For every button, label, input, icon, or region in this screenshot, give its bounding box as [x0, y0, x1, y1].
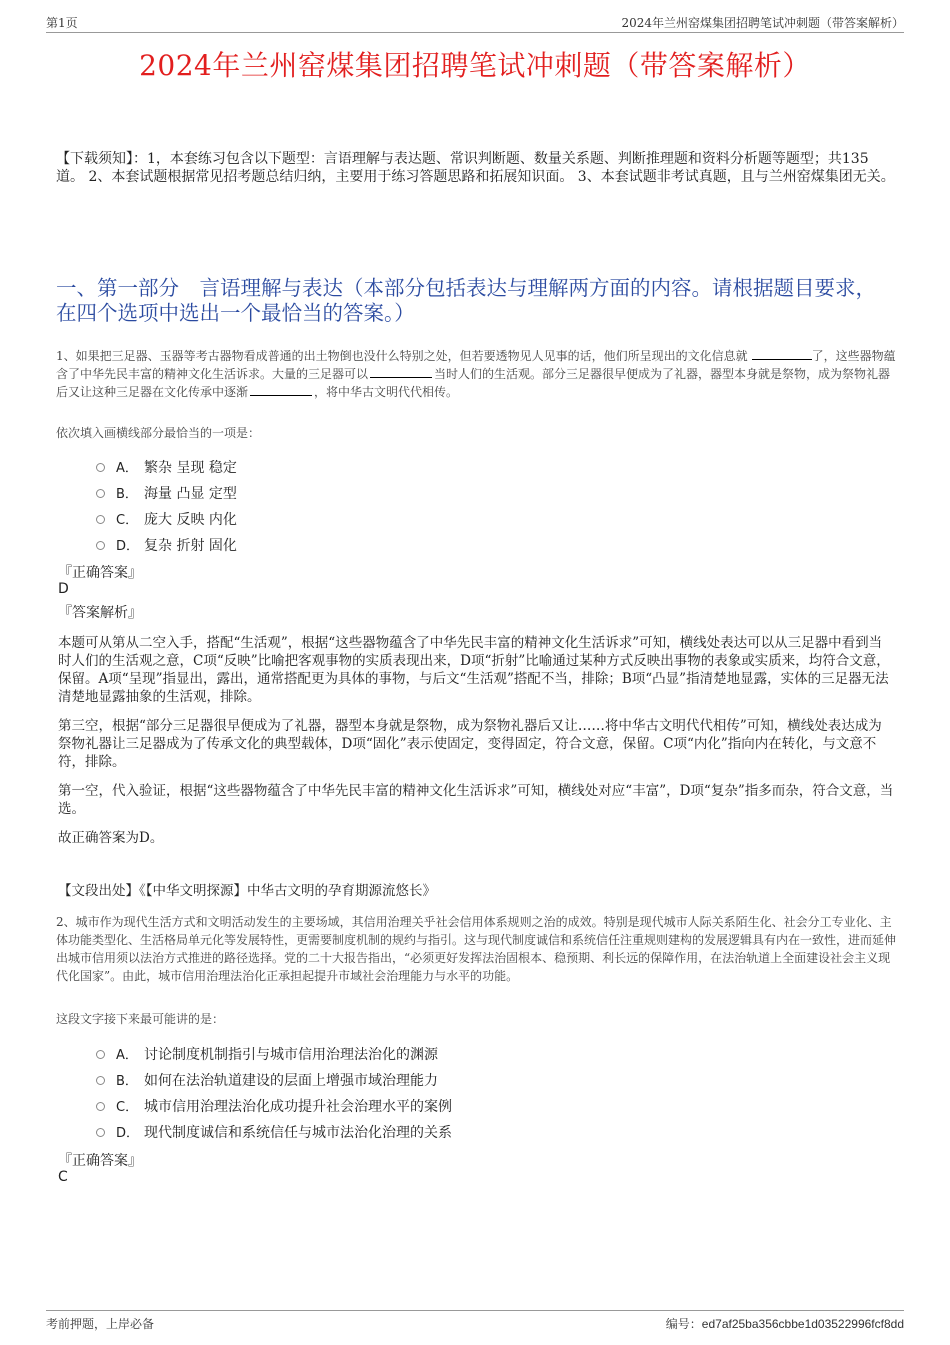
q1-analysis [58, 634, 894, 858]
footer-code-value: ed7af25ba356cbbe1d03522996fcf8dd [701, 1317, 904, 1331]
q1-answer: D [58, 581, 69, 597]
q1-blank-2 [370, 365, 432, 378]
radio-icon[interactable] [96, 1102, 105, 1111]
analysis-paragraph: 第一空，代入验证，根据“这些器物蕴含了中华先民丰富的精神文化生活诉求”可知，横线处对应“丰富”，D项“复杂”指多而杂，符合文意，当选。 [58, 783, 894, 817]
analysis-paragraph: 第三空，根据“部分三足器很早便成为了礼器，器型本身就是祭物，成为祭物礼器后又让……将中华古文明代代相传”可知，横线处表达成为祭物礼器让三足器成为了传承文化的典型载体，D项“固化”表示使固定，变得固定，符合文意，保留。C项“内化”指向内在转化，与文意不符，排除。 [58, 718, 882, 770]
q1-prompt: 依次填入画横线部分最恰当的一项是： [56, 426, 261, 440]
q1-source: 【文段出处】《【中华文明探源】中华古文明的孕育期源流悠长》 [58, 883, 436, 899]
footer-code-label: 编号： [665, 1317, 702, 1331]
q1-analysis-label: 『答案解析』 [58, 605, 142, 621]
option-letter: D． [116, 539, 140, 554]
q1-answer-label: 『正确答案』 [58, 565, 142, 581]
page-footer [46, 1310, 904, 1333]
document-title: 2024年兰州窑煤集团招聘笔试冲刺题（带答案解析） [139, 49, 811, 82]
option-text: 繁杂 呈现 稳定 [144, 460, 237, 476]
analysis-paragraph: 本题可从第从二空入手，搭配“生活观”，根据“这些器物蕴含了中华先民丰富的精神文化生活诉求”可知，横线处表达可以从三足器中看到当时人们的生活观之意，C项“反映”比喻把客观事物的实质表现出来，D项“折射”比喻通过某种方式反映出事物的表象或实质来，均符合文意，保留。A项“呈现”指显出，露出，通常搭配更为具体的事物，与后文“生活观”搭配不当，排除；B项“凸显”指清楚地显露，实体的三足器无法清楚地显露抽象的生活观，排除。 [58, 635, 890, 705]
page-header [46, 14, 904, 33]
option-text: 复杂 折射 固化 [144, 538, 237, 554]
option-text: 城市信用治理法治化成功提升社会治理水平的案例 [144, 1099, 452, 1115]
q1-text-part2: 了，这些器物蕴含了中华先民丰富的精神文化生活诉求。大量的三足器可以 [56, 349, 896, 381]
option-letter: B． [116, 1074, 138, 1089]
q2-answer: C [58, 1169, 68, 1185]
header-doc-title: 2024年兰州窑煤集团招聘笔试冲刺题（带答案解析） [621, 16, 904, 30]
q1-text-part4: ，将中华古文明代代相传。 [314, 385, 459, 399]
option-letter: C． [116, 1100, 139, 1115]
question-2-stem: 2、城市作为现代生活方式和文明活动发生的主要场域，其信用治理关乎社会信用体系规则之治的成效。特别是现代城市人际关系陌生化、社会分工专业化、主体功能类型化、生活格局单元化等发展特性，更需要制度机制的规约与指引。这与现代制度诚信和系统信任注重规则建构的发展逻辑具有内在一致性，进而延伸出城市信用须以法治方式推进的路径选择。党的二十大报告指出，“必须更好发挥法治固根本、稳预期、利长远的保障作用，在法治轨道上全面建设社会主义现代化国家”。由此，城市信用治理法治化正承担起提升市域社会治理能力与水平的功能。 [56, 915, 897, 983]
footer-code [666, 1315, 904, 1332]
option-letter: A． [116, 1048, 138, 1063]
option-text: 如何在法治轨道建设的层面上增强市域治理能力 [144, 1073, 438, 1089]
radio-icon[interactable] [96, 1076, 105, 1085]
radio-icon[interactable] [96, 541, 105, 550]
q1-blank-3 [250, 383, 312, 396]
q2-prompt: 这段文字接下来最可能讲的是： [56, 1012, 225, 1026]
radio-icon[interactable] [96, 463, 105, 472]
analysis-paragraph: 故正确答案为D。 [58, 830, 164, 846]
option-letter: C． [116, 513, 139, 528]
q1-text-part1: 1、如果把三足器、玉器等考古器物看成普通的出土物倒也没什么特别之处，但若要透物见人见事的话，他们所呈现出的文化信息就 [56, 349, 748, 363]
option-text: 现代制度诚信和系统信任与城市法治化治理的关系 [144, 1125, 452, 1141]
download-notice: 【下载须知】：1，本套练习包含以下题型：言语理解与表达题、常识判断题、数量关系题、判断推理题和资料分析题等题型；共135道。 2、本套试题根据常见招考题总结归纳，主要用于练习答题思路和拓展知识面。 3、本套试题非考试真题，且与兰州窑煤集团无关。 [56, 151, 895, 185]
q1-text-part3: 当时人们的生活观。部分三足器很早便成为了礼器，器型本身就是祭物，成为祭物礼器后又让这种三足器在文化传承中逐渐 [56, 367, 891, 399]
radio-icon[interactable] [96, 1050, 105, 1059]
radio-icon[interactable] [96, 515, 105, 524]
question-1-stem [56, 347, 896, 401]
footer-slogan: 考前押题，上岸必备 [46, 1317, 155, 1331]
option-text: 讨论制度机制指引与城市信用治理法治化的渊源 [144, 1047, 438, 1063]
option-text: 庞大 反映 内化 [144, 512, 237, 528]
option-letter: B． [116, 487, 138, 502]
q1-blank-1 [752, 347, 812, 360]
radio-icon[interactable] [96, 1128, 105, 1137]
option-letter: A． [116, 461, 138, 476]
page-number: 第1页 [46, 16, 78, 30]
radio-icon[interactable] [96, 489, 105, 498]
section-heading: 一、第一部分 言语理解与表达（本部分包括表达与理解两方面的内容。请根据题目要求，在四个选项中选出一个最恰当的答案。） [56, 276, 876, 325]
option-text: 海量 凸显 定型 [144, 486, 237, 502]
q2-answer-label: 『正确答案』 [58, 1153, 142, 1169]
option-letter: D． [116, 1126, 140, 1141]
